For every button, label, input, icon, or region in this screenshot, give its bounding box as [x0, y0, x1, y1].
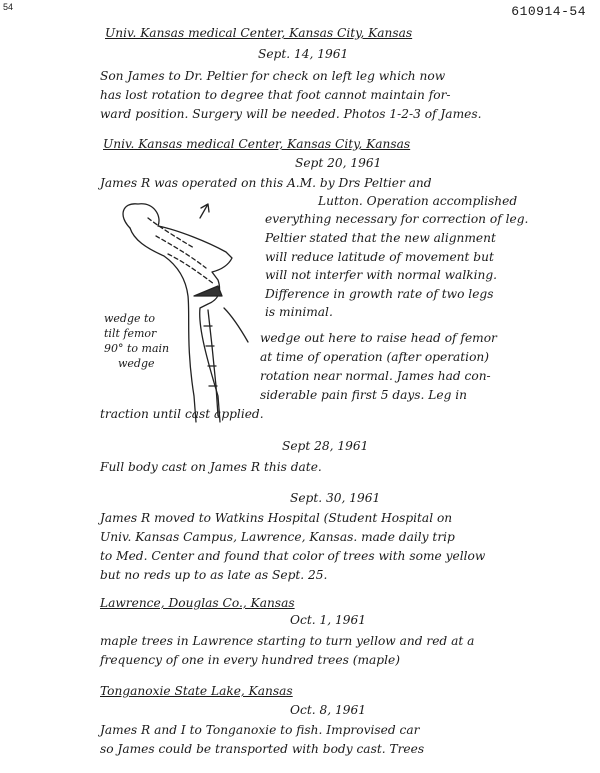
entry-2-line-13: traction until cast applied.: [100, 407, 264, 421]
entry-6-line-2: so James could be transported with body cast. Trees: [100, 742, 425, 756]
entry-2-line-6: will not interfer with normal walking.: [265, 268, 498, 282]
entry-2-line-5: will reduce latitude of movement but: [265, 250, 494, 264]
entry-3-date: Sept 28, 1961: [282, 439, 369, 453]
entry-2-line-8: is minimal.: [265, 305, 333, 319]
entry-1-line-2: has lost rotation to degree that foot cannot maintain for-: [100, 88, 451, 102]
entry-1-line-1: Son James to Dr. Peltier for check on left leg which now: [100, 69, 446, 83]
entry-2-line-12: siderable pain first 5 days. Leg in: [260, 388, 468, 402]
entry-2-line-3: everything necessary for correction of leg.: [265, 212, 529, 226]
entry-1-line-3: ward position. Surgery will be needed. Photos 1-2-3 of James.: [100, 107, 482, 121]
entry-2-line-11: rotation near normal. James had con-: [260, 369, 491, 383]
entry-1-place: Univ. Kansas medical Center, Kansas City, Kansas: [105, 26, 413, 40]
entry-2-line-9: wedge out here to raise head of femor: [260, 331, 497, 345]
sketch-label-line-1: wedge to: [104, 312, 156, 325]
entry-6-date: Oct. 8, 1961: [290, 703, 366, 717]
entry-4-line-2: Univ. Kansas Campus, Lawrence, Kansas. made daily trip: [100, 530, 455, 544]
entry-4-date: Sept. 30, 1961: [290, 491, 381, 505]
entry-2-line-2: Lutton. Operation accomplished: [318, 194, 518, 208]
entry-5-line-2: frequency of one in every hundred trees (maple): [100, 653, 400, 667]
entry-2-line-10: at time of operation (after operation): [260, 350, 490, 364]
entry-5-date: Oct. 1, 1961: [290, 613, 366, 627]
entry-3-line-1: Full body cast on James R this date.: [100, 460, 322, 474]
entry-4-line-4: but no reds up to as late as Sept. 25.: [100, 568, 328, 582]
femur-sketch: [108, 196, 258, 426]
margin-page-number: 54: [3, 2, 14, 12]
entry-5-line-1: maple trees in Lawrence starting to turn yellow and red at a: [100, 634, 475, 648]
sketch-label-line-4: wedge: [118, 357, 155, 370]
entry-1-date: Sept. 14, 1961: [258, 47, 349, 61]
entry-2-place: Univ. Kansas medical Center, Kansas City, Kansas: [103, 137, 411, 151]
catalog-id: 610914-54: [511, 4, 586, 19]
sketch-label-line-3: 90° to main: [104, 342, 170, 355]
entry-4-line-1: James R moved to Watkins Hospital (Student Hospital on: [100, 511, 453, 525]
entry-4-line-3: to Med. Center and found that color of trees with some yellow: [100, 549, 486, 563]
entry-2-line-7: Difference in growth rate of two legs: [265, 287, 494, 301]
entry-2-date: Sept 20, 1961: [295, 156, 382, 170]
entry-2-line-1: James R was operated on this A.M. by Drs Peltier and: [100, 176, 432, 190]
entry-6-line-1: James R and I to Tonganoxie to fish. Improvised car: [100, 723, 420, 737]
sketch-label-line-2: tilt femor: [104, 327, 157, 340]
entry-5-place: Lawrence, Douglas Co., Kansas: [100, 596, 295, 610]
entry-6-place: Tonganoxie State Lake, Kansas: [100, 684, 293, 698]
entry-2-line-4: Peltier stated that the new alignment: [265, 231, 496, 245]
